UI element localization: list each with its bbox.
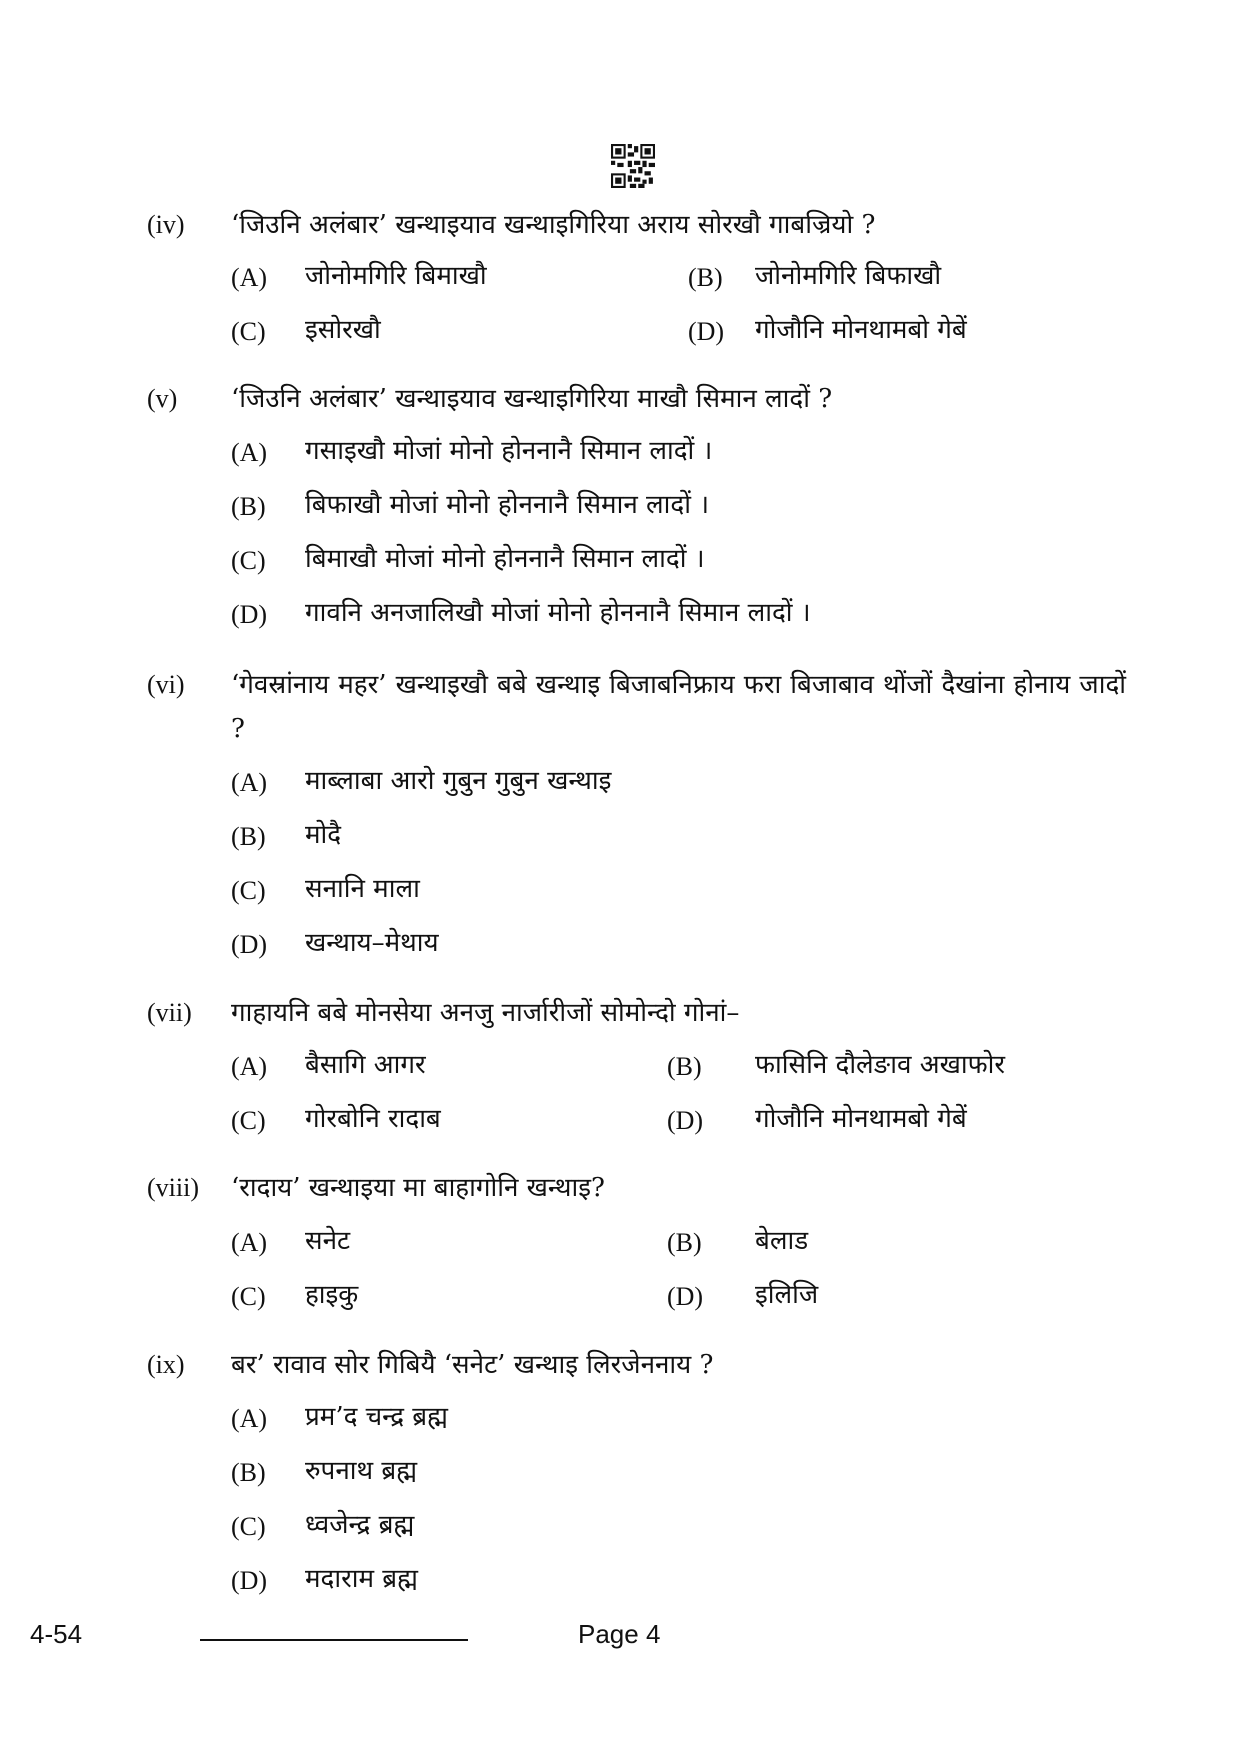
option-text: गसाइखौ मोजां मोनो होननानै सिमान लादों । — [305, 436, 713, 466]
option-label: (A) — [231, 1404, 268, 1433]
question-number: (vi) — [147, 670, 185, 699]
option-label: (A) — [231, 263, 268, 292]
option-text: बिफाखौ मोजां मोनो होननानै सिमान लादों । — [305, 490, 710, 520]
option-label: (A) — [231, 1052, 268, 1081]
option-label: (B) — [231, 1458, 266, 1487]
option-text: सनेट — [305, 1226, 351, 1256]
option-label: (D) — [667, 1282, 704, 1311]
option-text: बिमाखौ मोजां मोनो होननानै सिमान लादों । — [305, 544, 705, 574]
option-text: माब्लाबा आरो गुबुन गुबुन खन्थाइ — [305, 766, 612, 796]
question-number: (vii) — [147, 998, 192, 1027]
question-text: ‘जिउनि अलंबार’ खन्थाइयाव खन्थाइगिरिया माखौ सिमान लादों ? — [231, 384, 833, 414]
page-number: Page 4 — [578, 1619, 661, 1649]
question-text: ‘जिउनि अलंबार’ खन्थाइयाव खन्थाइगिरिया अराय सोरखौ गाबज्रियो ? — [231, 210, 876, 240]
option-label: (D) — [688, 317, 725, 346]
question-number: (v) — [147, 384, 178, 413]
option-text: प्रम’द चन्द्र ब्रह्म — [305, 1402, 448, 1432]
option-text: जोनोमगिरि बिफाखौ — [755, 261, 942, 291]
option-text: इसोरखौ — [305, 315, 381, 345]
option-text: ध्वजेन्द्र ब्रह्म — [305, 1510, 415, 1540]
question-number: (viii) — [147, 1173, 199, 1202]
option-label: (A) — [231, 438, 268, 467]
option-text: जोनोमगिरि बिमाखौ — [305, 261, 487, 291]
option-text: इलिजि — [755, 1280, 819, 1310]
option-label: (C) — [231, 1106, 266, 1135]
question-number: (ix) — [147, 1350, 185, 1379]
option-label: (B) — [667, 1228, 702, 1257]
question-text: बर’ रावाव सोर गिबियै ‘सनेट’ खन्थाइ लिरजेननाय ? — [231, 1350, 714, 1380]
option-label: (D) — [231, 600, 268, 629]
question-text: ‘गेवस्रांनाय महर’ खन्थाइखौ बबे खन्थाइ बिजाबनिफ्राय फरा बिजाबाव थोंजों दैखांना होनाय जादों ? — [231, 670, 1126, 744]
option-text: गोजौनि मोनथामबो गेबें — [755, 315, 967, 345]
paper-code: 4-54 — [30, 1619, 83, 1649]
option-label: (D) — [667, 1106, 704, 1135]
option-text: मोदै — [305, 820, 342, 850]
question-text: ‘रादाय’ खन्थाइया मा बाहागोनि खन्थाइ? — [231, 1173, 605, 1203]
option-label: (D) — [231, 1566, 268, 1595]
option-text: बैसागि आगर — [305, 1050, 426, 1080]
option-text: मदाराम ब्रह्म — [305, 1564, 418, 1594]
option-label: (B) — [667, 1052, 702, 1081]
option-label: (A) — [231, 1228, 268, 1257]
question-text: गाहायनि बबे मोनसेया अनजु नार्जारीजों सोमोन्दो गोनां– — [231, 998, 740, 1028]
option-text: गावनि अनजालिखौ मोजां मोनो होननानै सिमान लादों । — [305, 598, 811, 628]
option-label: (C) — [231, 876, 266, 905]
option-text: खन्थाय–मेथाय — [305, 928, 439, 958]
option-text: फासिनि दौलेङाव अखाफोर — [755, 1050, 1005, 1080]
option-label: (C) — [231, 1512, 266, 1541]
option-text: गोजौनि मोनथामबो गेबें — [755, 1104, 967, 1134]
option-label: (C) — [231, 546, 266, 575]
option-text: रुपनाथ ब्रह्म — [305, 1456, 418, 1486]
qr-code-icon — [611, 144, 655, 188]
option-label: (B) — [688, 263, 723, 292]
footer-divider — [200, 1639, 468, 1641]
option-text: हाइकु — [305, 1280, 359, 1310]
option-text: बेलाड — [755, 1226, 809, 1256]
option-label: (B) — [231, 822, 266, 851]
option-label: (B) — [231, 492, 266, 521]
option-label: (A) — [231, 768, 268, 797]
option-text: सनानि माला — [305, 874, 420, 904]
option-label: (C) — [231, 1282, 266, 1311]
question-number: (iv) — [147, 210, 185, 239]
option-label: (C) — [231, 317, 266, 346]
option-text: गोरबोनि रादाब — [305, 1104, 441, 1134]
option-label: (D) — [231, 930, 268, 959]
